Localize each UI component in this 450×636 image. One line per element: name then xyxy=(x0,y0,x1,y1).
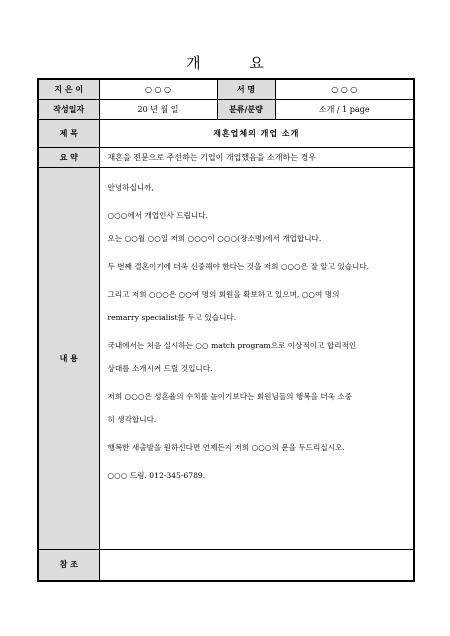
summary-value[interactable]: 재혼을 전문으로 주선하는 기업이 개업했음을 소개하는 경우 xyxy=(99,147,414,167)
category-label: 분류/분량 xyxy=(217,99,275,119)
category-value[interactable]: 소개 / 1 page xyxy=(275,99,414,119)
author-label: 지 은 이 xyxy=(38,79,99,99)
paragraph-5-line-2: 히 생각합니다. xyxy=(107,414,157,424)
subject-value[interactable]: 재혼업체의 개업 소개 xyxy=(99,119,414,147)
sign-off: ○○○ 드림. 012-345-6789. xyxy=(107,470,206,480)
summary-label: 요 약 xyxy=(38,147,99,167)
greeting-text: 안녕하십니까, xyxy=(107,182,154,192)
paragraph-4-line-1: 국내에서는 처음 실시하는 ○○ match program으로 이상적이고 합리적인 xyxy=(107,340,357,350)
intro-line-2: 오는 ○○월 ○○일 저희 ○○○이 ○○○(장소명)에서 개업합니다. xyxy=(107,233,322,243)
signature-label: 서 명 xyxy=(217,79,275,99)
paragraph-2: 두 번째 결혼이기에 더욱 신중해야 한다는 것을 저희 ○○○은 잘 알고 있습니다. xyxy=(107,261,370,271)
author-value[interactable]: ○ ○ ○ xyxy=(99,79,217,99)
intro-line-1: ○○○에서 개업인사 드립니다. xyxy=(107,210,208,220)
content-label: 내 용 xyxy=(38,167,99,549)
date-label: 작성일자 xyxy=(38,99,99,119)
paragraph-6: 행복한 새출발을 원하신다면 언제든지 저희 ○○○의 문을 두드리십시오. xyxy=(107,442,345,452)
date-value[interactable]: 20 년 월 일 xyxy=(99,99,217,119)
reference-value[interactable] xyxy=(99,549,414,581)
paragraph-4-line-2: 상대를 소개시켜 드릴 것입니다. xyxy=(107,363,213,373)
paragraph-5-line-1: 저희 ○○○은 성혼율의 수치를 높이기보다는 회원님들의 행복을 더욱 소중 xyxy=(107,391,353,401)
signature-value[interactable]: ○ ○ ○ xyxy=(275,79,414,99)
reference-label: 참 조 xyxy=(38,549,99,581)
paragraph-3-line-1: 그리고 저희 ○○○은 ○○여 명의 회원을 확보하고 있으며, ○○여 명의 xyxy=(107,289,340,299)
overview-form xyxy=(37,78,415,582)
paragraph-3-line-2: remarry specialist를 두고 있습니다. xyxy=(107,312,237,322)
content-body[interactable] xyxy=(99,167,414,549)
subject-label: 제 목 xyxy=(38,119,99,147)
document-title: 개 요 xyxy=(186,54,286,72)
